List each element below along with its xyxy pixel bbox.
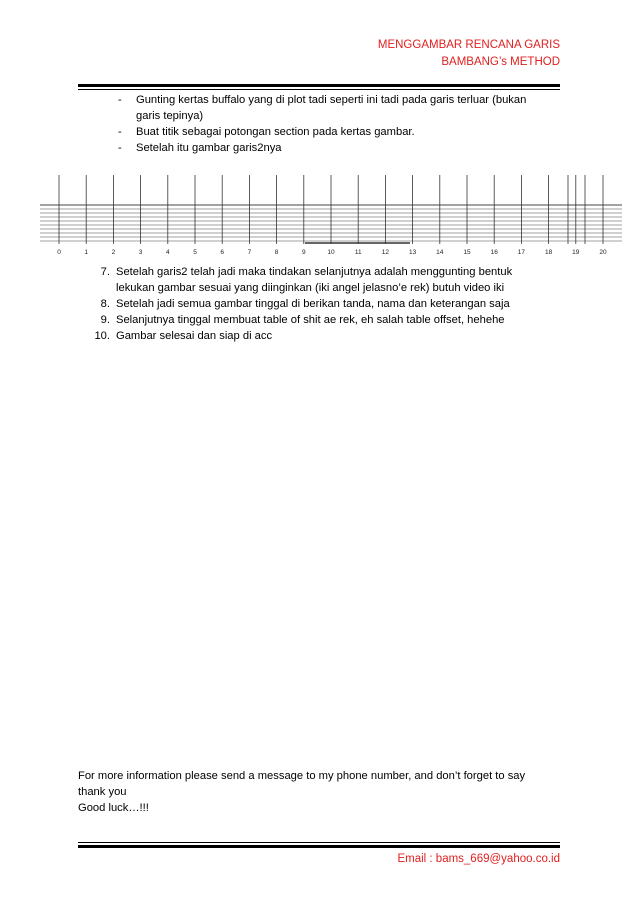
station-label: 20 xyxy=(599,249,607,256)
step-text-continued: lekukan gambar sesuai yang diinginkan (iki angel jelasno’e rek) butuh video iki xyxy=(116,282,505,294)
station-label: 6 xyxy=(220,249,225,256)
station-label: 13 xyxy=(408,249,417,256)
station-label: 5 xyxy=(193,249,197,256)
station-label: 7 xyxy=(247,249,252,256)
station-label: 4 xyxy=(165,249,170,256)
bullet-text: Buat titik sebagai potongan section pada kertas gambar. xyxy=(136,126,415,138)
station-label: 12 xyxy=(381,249,390,256)
step-number: 7. xyxy=(100,266,110,278)
station-label: 3 xyxy=(138,249,143,256)
step-number: 9. xyxy=(100,314,110,326)
station-label: 10 xyxy=(327,249,335,256)
station-label: 15 xyxy=(463,249,471,256)
header-subtitle: BAMBANG’s METHOD xyxy=(441,56,560,68)
bullet-text: Gunting kertas buffalo yang di plot tadi seperti ini tadi pada garis terluar (bukan xyxy=(136,94,527,106)
step-number: 10. xyxy=(94,330,110,342)
station-label: 14 xyxy=(436,249,444,256)
station-label: 17 xyxy=(517,249,526,256)
station-label: 9 xyxy=(301,249,306,256)
closing-line: thank you xyxy=(78,786,127,798)
footer-rule-thin xyxy=(78,842,560,843)
header-title: MENGGAMBAR RENCANA GARIS xyxy=(377,39,560,51)
closing-line: Good luck…!!! xyxy=(78,802,149,814)
bullet-marker: - xyxy=(118,94,122,106)
footer-email: Email : bams_669@yahoo.co.id xyxy=(397,853,560,865)
station-label: 11 xyxy=(354,249,362,256)
station-label: 2 xyxy=(111,249,116,256)
step-text: Setelah garis2 telah jadi maka tindakan selanjutnya adalah menggunting bentuk xyxy=(116,266,513,278)
bullet-marker: - xyxy=(118,142,122,154)
step-text: Gambar selesai dan siap di acc xyxy=(116,330,273,342)
bullet-text: Setelah itu gambar garis2nya xyxy=(136,142,282,154)
station-label: 16 xyxy=(490,249,498,256)
footer-rule-thick xyxy=(78,845,560,848)
station-label: 19 xyxy=(572,249,580,256)
station-label: 0 xyxy=(57,249,61,256)
step-text: Setelah jadi semua gambar tinggal di berikan tanda, nama dan keterangan saja xyxy=(116,298,510,310)
step-text: Selanjutnya tinggal membuat table of shit ae rek, eh salah table offset, hehehe xyxy=(116,314,505,326)
closing-line: For more information please send a message to my phone number, and don’t forget to say xyxy=(78,770,526,782)
bullet-marker: - xyxy=(118,126,122,138)
station-label: 1 xyxy=(84,249,89,256)
step-number: 8. xyxy=(100,298,110,310)
bullet-text-continued: garis tepinya) xyxy=(136,110,204,122)
station-label: 8 xyxy=(274,249,279,256)
station-label: 18 xyxy=(544,249,553,256)
